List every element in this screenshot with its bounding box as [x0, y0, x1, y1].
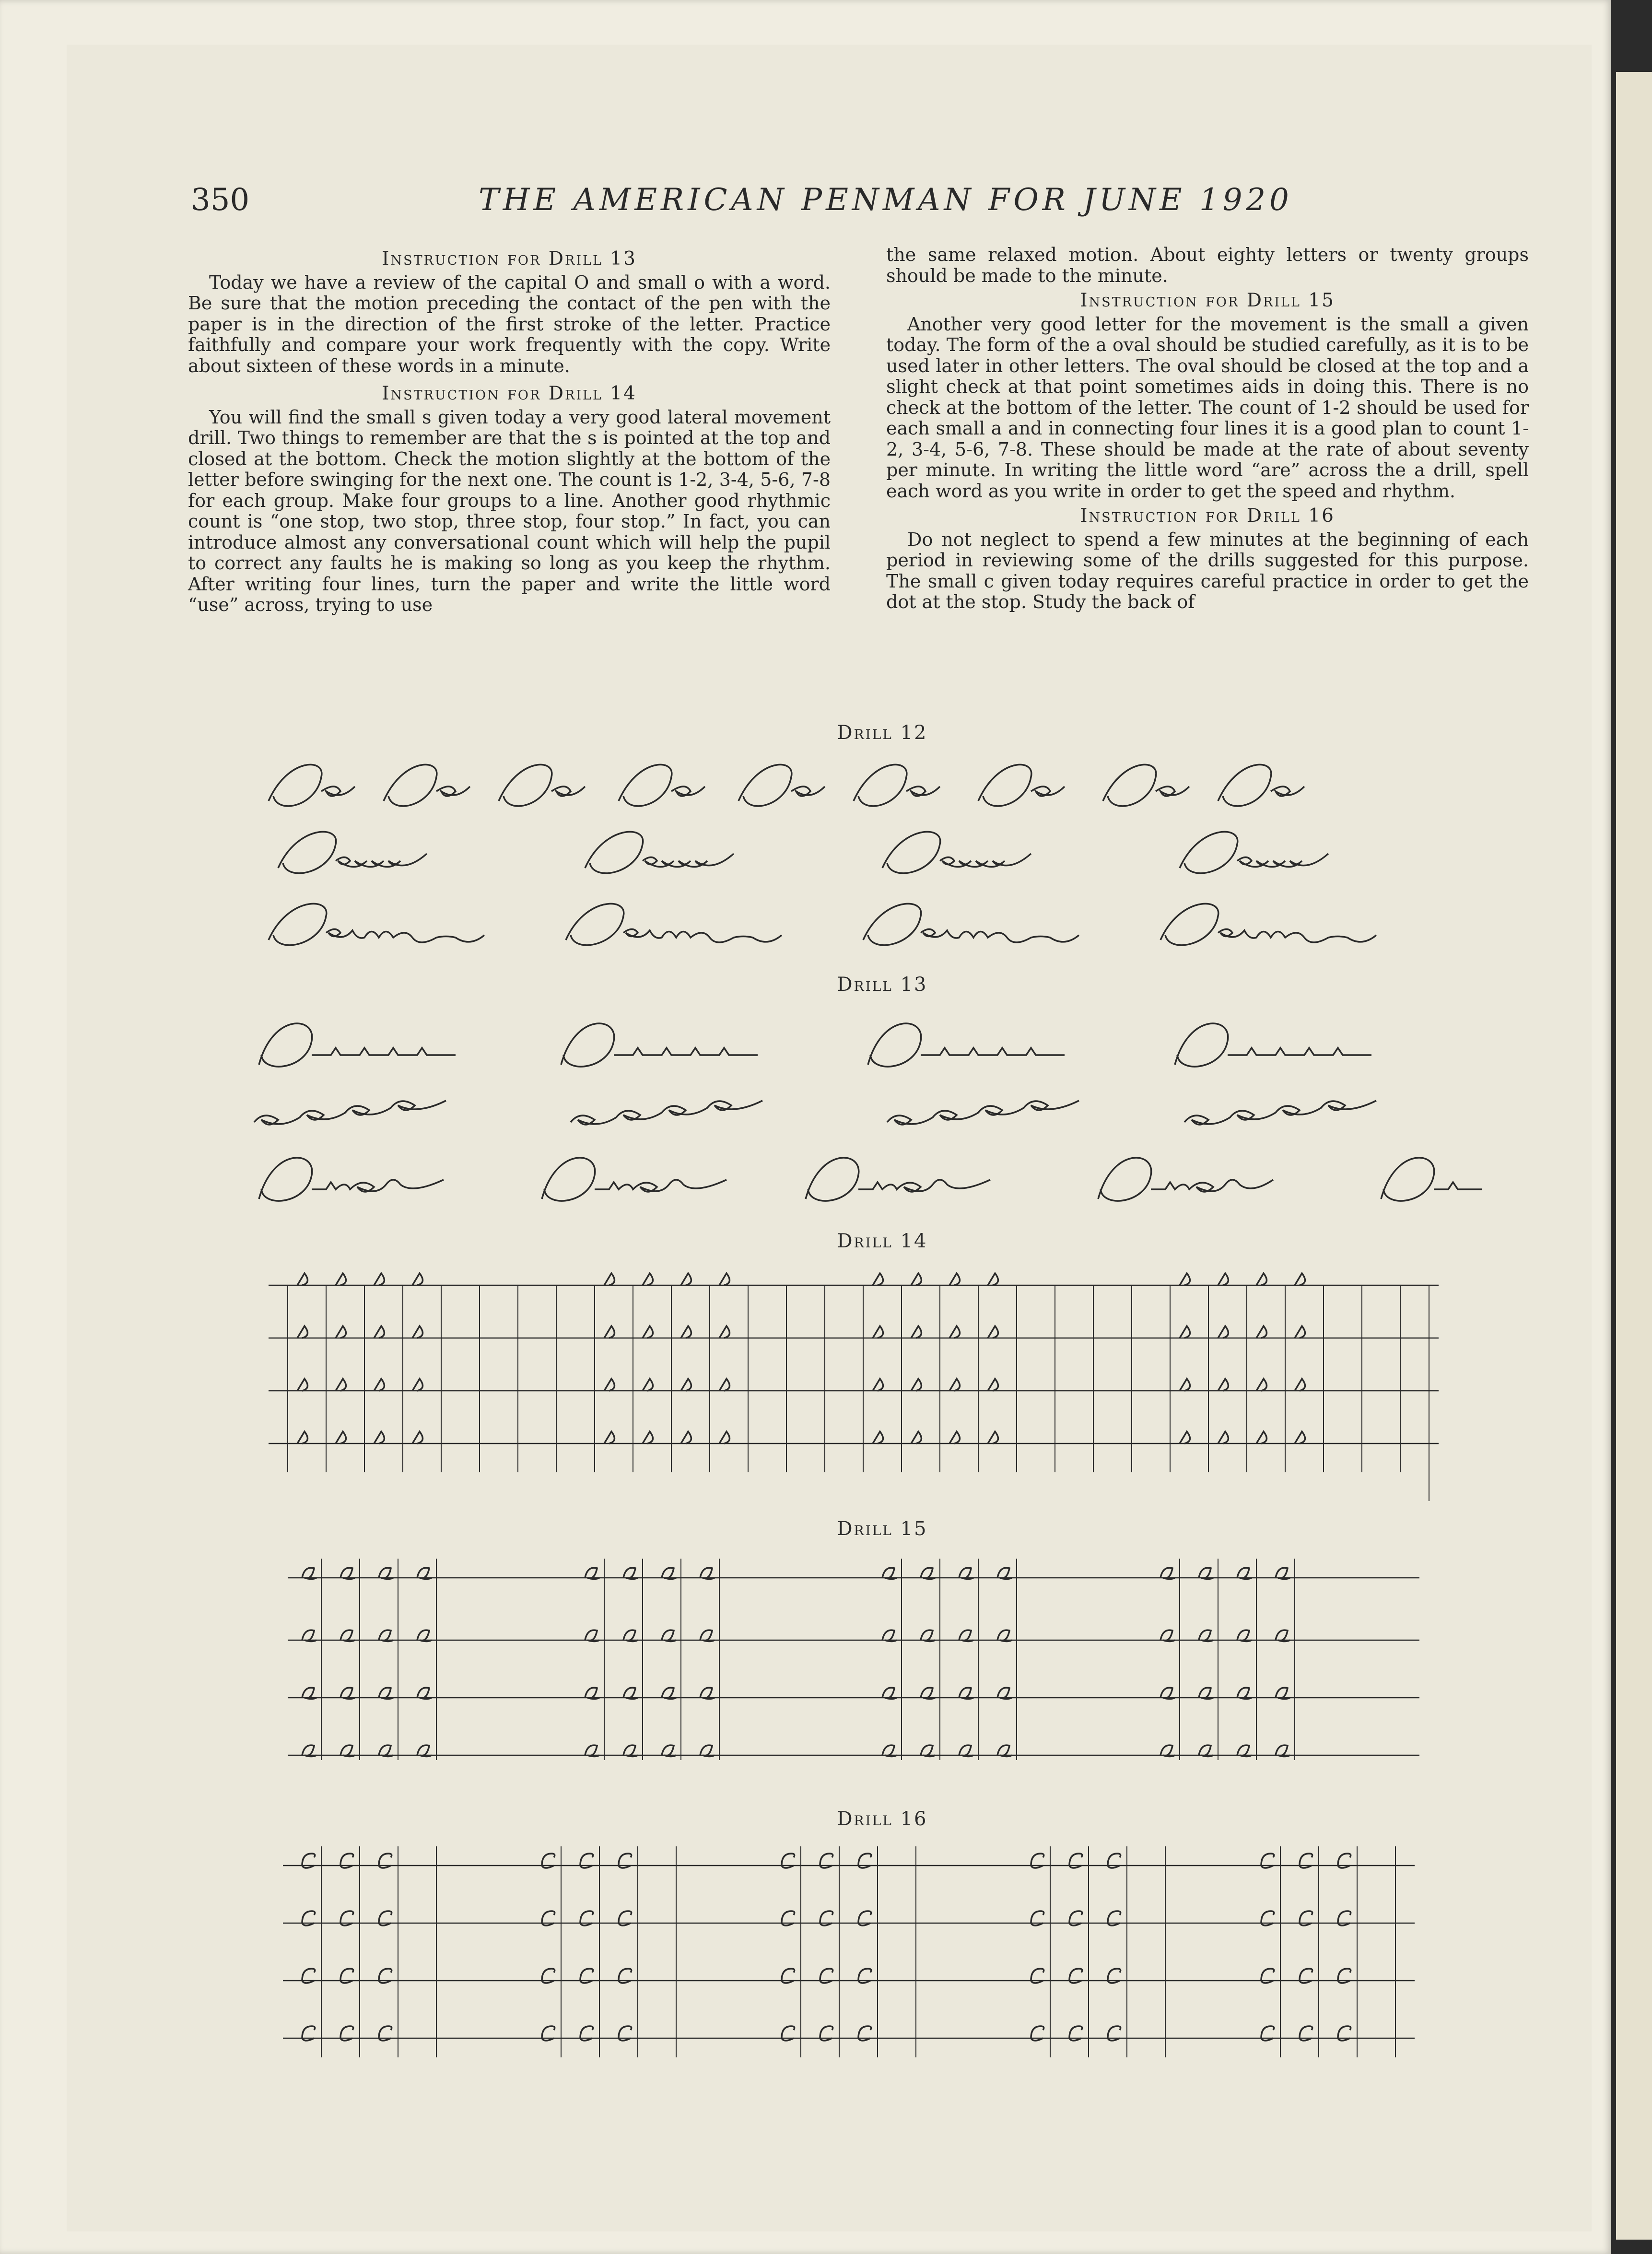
drill-16-penmanship	[283, 1837, 1424, 2067]
heading-drill-13: Instruction for Drill 13	[382, 248, 637, 270]
paragraph-continued: the same relaxed motion. About eighty letters or twenty groups should be made to the minute.	[886, 244, 1529, 286]
paragraph-drill-16: Do not neglect to spend a few minutes at the beginning of each period in reviewing some of the drills suggested for this purpose. The small c given today requires careful practice in order to get the dot at the stop. Study the back of	[886, 528, 1529, 612]
next-page-edge	[1616, 72, 1652, 2240]
drill-13-penmanship	[245, 1002, 1501, 1213]
heading-drill-14: Instruction for Drill 14	[382, 383, 637, 404]
drill-12-penmanship	[259, 748, 1487, 959]
journal-title: THE AMERICAN PENMAN FOR JUNE 1920	[479, 182, 1293, 218]
page-header	[191, 182, 1529, 225]
left-column	[188, 245, 831, 616]
heading-drill-15: Instruction for Drill 15	[1080, 290, 1335, 311]
drill-14-penmanship	[269, 1266, 1443, 1501]
drill-15-label: Drill 15	[837, 1518, 928, 1540]
right-column	[886, 245, 1529, 613]
page-number: 350	[191, 182, 250, 218]
paragraph-drill-14: You will find the small s given today a very good lateral movement drill. Two things to remember are that the s is pointed at the top and closed at the bottom. Check the motion slightly at the bottom of the letter before swinging for the next one. The count is 1-2, 3-4, 5-6, 7-8 for each group. Make four groups to a line. Another good rhythmic count is “one stop, two stop, three stop, four stop.” In fact, you can introduce almost any conversational count which will help the pupil to correct any faults he is making so long as you keep the rhythm. After writing four lines, turn the paper and write the little word “use” across, trying to use	[188, 406, 831, 615]
drill-14-label: Drill 14	[837, 1230, 928, 1252]
drill-16-label: Drill 16	[837, 1808, 928, 1830]
paragraph-drill-13: Today we have a review of the capital O and small o with a word. Be sure that the motion preceding the contact of the pen with the paper is in the direction of the first stroke of the letter. Practice faithfully and compare your work frequently with the copy. Write about sixteen of these words in a minute.	[188, 271, 831, 376]
drill-12-label: Drill 12	[837, 722, 928, 744]
heading-drill-16: Instruction for Drill 16	[1080, 505, 1335, 527]
paragraph-drill-15: Another very good letter for the movement is the small a given today. The form of the a oval should be studied carefully, as it is to be used later in other letters. The oval should be closed at the top and a slight check at that point sometimes aids in doing this. There is no check at the bottom of the letter. The count of 1-2 should be used for each small a and in connecting four lines it is a good plan to count 1-2, 3-4, 5-6, 7-8. These should be made at the rate of about seventy per minute. In writing the little word “are” across the a drill, spell each word as you write in order to get the speed and rhythm.	[886, 313, 1529, 502]
drill-13-label: Drill 13	[837, 974, 928, 996]
drill-15-penmanship	[288, 1549, 1429, 1774]
